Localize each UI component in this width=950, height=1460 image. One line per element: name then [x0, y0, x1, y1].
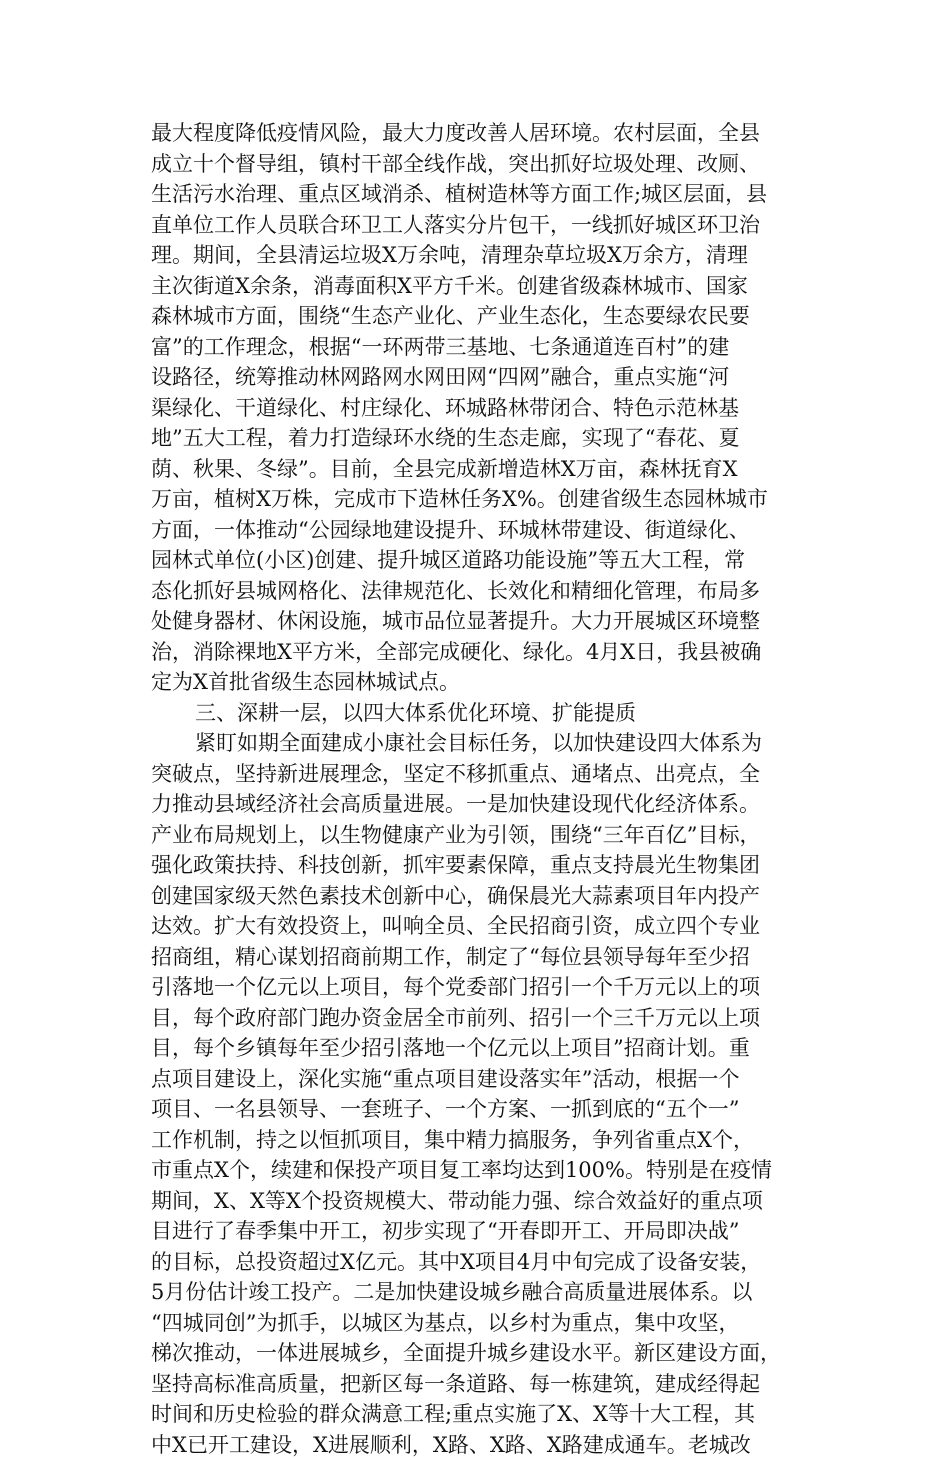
text-line: 的目标，总投资超过X亿元。其中X项目4月中旬完成了设备安装， — [151, 1247, 811, 1278]
paragraph — [151, 118, 811, 698]
text-line: 力推动县域经济社会高质量进展。一是加快建设现代化经济体系。 — [151, 789, 811, 820]
text-line: 中X已开工建设，X进展顺利，X路、X路、X路建成通车。老城改 — [151, 1430, 811, 1460]
section-heading: 三、深耕一层，以四大体系优化环境、扩能提质 — [151, 698, 811, 729]
text-line: 渠绿化、干道绿化、村庄绿化、环城路林带闭合、特色示范林基 — [151, 393, 811, 424]
text-line: 目进行了春季集中开工，初步实现了“开春即开工、开局即决战” — [151, 1216, 811, 1247]
paragraph — [151, 728, 811, 1460]
text-line: 坚持高标准高质量，把新区每一条道路、每一栋建筑，建成经得起 — [151, 1369, 811, 1400]
text-line: 处健身器材、休闲设施，城市品位显著提升。大力开展城区环境整 — [151, 606, 811, 637]
text-line: 创建国家级天然色素技术创新中心，确保晨光大蒜素项目年内投产 — [151, 881, 811, 912]
text-line: 期间，X、X等X个投资规模大、带动能力强、综合效益好的重点项 — [151, 1186, 811, 1217]
text-line: 园林式单位(小区)创建、提升城区道路功能设施”等五大工程，常 — [151, 545, 811, 576]
text-line: 工作机制，持之以恒抓项目，集中精力搞服务，争列省重点X个， — [151, 1125, 811, 1156]
text-line: 市重点X个，续建和保投产项目复工率均达到100%。特别是在疫情 — [151, 1155, 811, 1186]
text-line: 方面，一体推动“公园绿地建设提升、环城林带建设、街道绿化、 — [151, 515, 811, 546]
text-line: 点项目建设上，深化实施“重点项目建设落实年”活动，根据一个 — [151, 1064, 811, 1095]
text-line: “四城同创”为抓手，以城区为基点，以乡村为重点，集中攻坚， — [151, 1308, 811, 1339]
text-line: 突破点，坚持新进展理念，坚定不移抓重点、通堵点、出亮点，全 — [151, 759, 811, 790]
text-line: 直单位工作人员联合环卫工人落实分片包干，一线抓好城区环卫治 — [151, 210, 811, 241]
text-line: 梯次推动，一体进展城乡，全面提升城乡建设水平。新区建设方面， — [151, 1338, 811, 1369]
text-line: 目，每个政府部门跑办资金居全市前列、招引一个三千万元以上项 — [151, 1003, 811, 1034]
text-line: 生活污水治理、重点区域消杀、植树造林等方面工作;城区层面，县 — [151, 179, 811, 210]
text-line: 强化政策扶持、科技创新，抓牢要素保障，重点支持晨光生物集团 — [151, 850, 811, 881]
text-line: 时间和历史检验的群众满意工程;重点实施了X、X等十大工程，其 — [151, 1399, 811, 1430]
text-line: 治，消除裸地X平方米，全部完成硬化、绿化。4月X日，我县被确 — [151, 637, 811, 668]
text-line: 万亩，植树X万株，完成市下造林任务X%。创建省级生态园林城市 — [151, 484, 811, 515]
text-line: 招商组，精心谋划招商前期工作，制定了“每位县领导每年至少招 — [151, 942, 811, 973]
text-line: 紧盯如期全面建成小康社会目标任务，以加快建设四大体系为 — [151, 728, 811, 759]
text-line: 主次街道X余条，消毒面积X平方千米。创建省级森林城市、国家 — [151, 271, 811, 302]
text-line: 目，每个乡镇每年至少招引落地一个亿元以上项目”招商计划。重 — [151, 1033, 811, 1064]
text-line: 设路径，统筹推动林网路网水网田网“四网”融合，重点实施“河 — [151, 362, 811, 393]
text-line: 产业布局规划上，以生物健康产业为引领，围绕“三年百亿”目标， — [151, 820, 811, 851]
text-line: 最大程度降低疫情风险，最大力度改善人居环境。农村层面，全县 — [151, 118, 811, 149]
text-line: 森林城市方面，围绕“生态产业化、产业生态化，生态要绿农民要 — [151, 301, 811, 332]
text-line: 富”的工作理念，根据“一环两带三基地、七条通道连百村”的建 — [151, 332, 811, 363]
text-line: 荫、秋果、冬绿”。目前，全县完成新增造林X万亩，森林抚育X — [151, 454, 811, 485]
text-line: 定为X首批省级生态园林城试点。 — [151, 667, 811, 698]
text-line: 达效。扩大有效投资上，叫响全员、全民招商引资，成立四个专业 — [151, 911, 811, 942]
text-line: 项目、一名县领导、一套班子、一个方案、一抓到底的“五个一” — [151, 1094, 811, 1125]
text-line: 态化抓好县城网格化、法律规范化、长效化和精细化管理，布局多 — [151, 576, 811, 607]
text-line: 5月份估计竣工投产。二是加快建设城乡融合高质量进展体系。以 — [151, 1277, 811, 1308]
document-body — [151, 118, 811, 1460]
text-line: 地”五大工程，着力打造绿环水绕的生态走廊，实现了“春花、夏 — [151, 423, 811, 454]
text-line: 成立十个督导组，镇村干部全线作战，突出抓好垃圾处理、改厕、 — [151, 149, 811, 180]
text-line: 理。期间，全县清运垃圾X万余吨，清理杂草垃圾X万余方，清理 — [151, 240, 811, 271]
text-line: 引落地一个亿元以上项目，每个党委部门招引一个千万元以上的项 — [151, 972, 811, 1003]
